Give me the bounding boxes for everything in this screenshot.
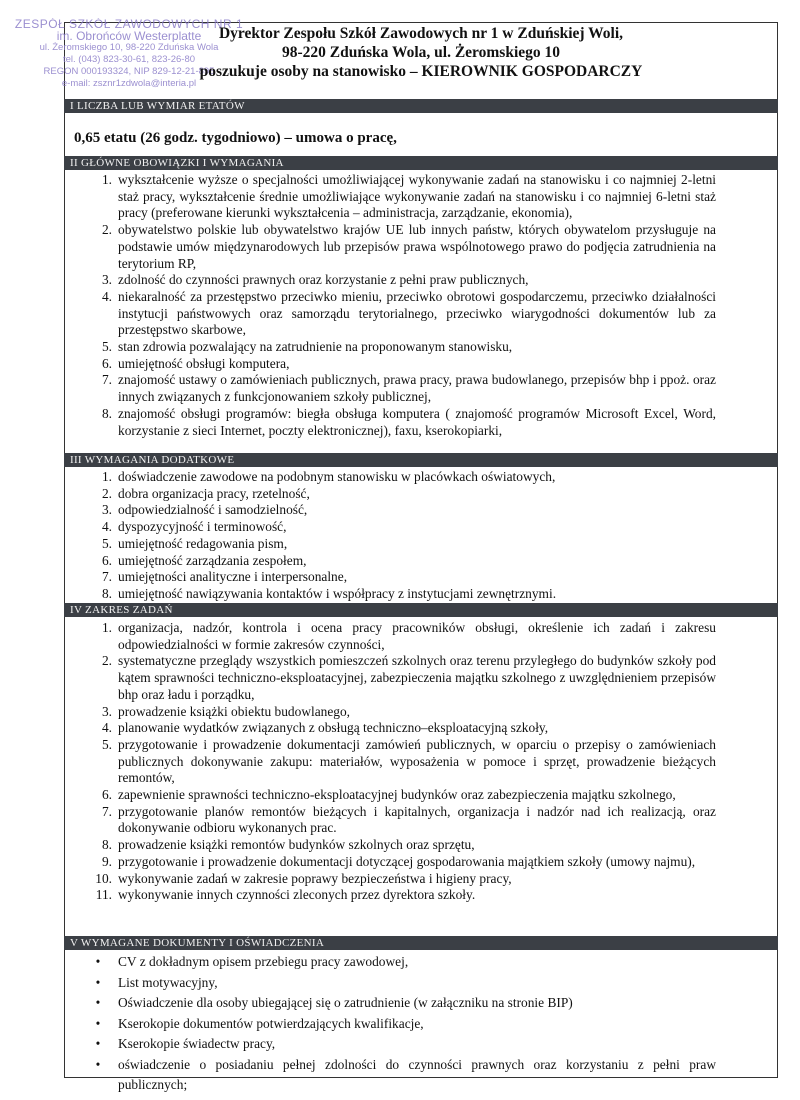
list-item (64, 502, 778, 519)
section-heading-obowiazki: II GŁÓWNE OBOWIĄZKI I WYMAGANIA (64, 156, 778, 170)
list-item (64, 737, 778, 787)
list-item (64, 586, 778, 603)
list-item-text: umiejętność redagowania pism, (118, 535, 288, 551)
list-item (64, 569, 778, 586)
list-item-text: znajomość ustawy o zamówieniach publicznych, prawa pracy, prawa budowlanego, przepisów bhp i ppoż. oraz innych związanych z funkcjonowaniem szkoły publicznej, (118, 372, 716, 405)
list-item (64, 519, 778, 536)
section-heading-wymagania-dodatkowe: III WYMAGANIA DODATKOWE (64, 453, 778, 467)
list-item-number: 5. (101, 535, 112, 551)
list-item-text: wykonywanie innych czynności zleconych przez dyrektora szkoły. (118, 887, 476, 903)
list-item (64, 887, 778, 904)
list-item (64, 469, 778, 486)
list-item-number: 1. (101, 620, 112, 635)
list-item (64, 854, 778, 871)
list-item-number: 6. (101, 787, 112, 803)
list-item-text: umiejętność nawiązywania kontaktów i współpracy z instytucjami zewnętrznymi. (118, 585, 557, 601)
list-item-text: umiejętność obsługi komputera, (118, 355, 290, 371)
list-item (64, 486, 778, 503)
list-item-number: 10. (95, 870, 112, 886)
list-item-text: umiejętności analityczne i interpersonalne, (118, 569, 348, 585)
list-item-text: Oświadczenie dla osoby ubiegającej się o zatrudnienie (w załączniku na stronie BIP) (118, 995, 573, 1010)
list-item (64, 653, 778, 703)
list-item-text: zdolność do czynności prawnych oraz korzystanie z pełni praw publicznych, (118, 272, 529, 288)
list-item-number: 7. (101, 569, 112, 585)
additional-requirements-list (64, 469, 778, 603)
list-item-number: • (95, 974, 101, 990)
list-item-number: 9. (101, 853, 112, 869)
list-item-text: obywatelstwo polskie lub obywatelstwo krajów UE lub innych państw, których obywatelom przysługuje na podstawie umów międzynarodowych lub przepisów prawa wspólnotowego prawo do podjęcia zatrudnienia na terytorium RP, (118, 222, 716, 271)
list-item-text: dyspozycyjność i terminowość, (118, 519, 287, 535)
header-line: poszukuje osoby na stanowisko – KIEROWNIK GOSPODARCZY (199, 63, 643, 80)
list-item-number: 2. (101, 653, 112, 669)
list-item (64, 172, 778, 222)
list-item-number: 3. (101, 703, 112, 719)
section-heading-zakres-zadan: IV ZAKRES ZADAŃ (64, 603, 778, 617)
list-item (64, 804, 778, 837)
list-item-number: 2. (101, 485, 112, 501)
list-item (64, 620, 778, 653)
document-header (64, 24, 778, 81)
list-item-text: Kserokopie świadectw pracy, (118, 1036, 276, 1051)
list-item-number: • (95, 1036, 101, 1051)
list-item-text: przygotowanie i prowadzenie dokumentacji dotyczącej gospodarowania majątkiem szkoły (umowy najmu), (118, 853, 696, 869)
list-item-number: 2. (101, 222, 112, 238)
main-requirements-list (64, 172, 778, 439)
list-item-text: znajomość obsługi programów: biegła obsługa komputera ( znajomość programów Microsoft Excel, Word, korzystanie z sieci Internet, poczty elektronicznej), faxu, kserokopiarki, (118, 405, 716, 438)
list-item (64, 536, 778, 553)
list-item-text: oświadczenie o posiadaniu pełnej zdolności do czynności prawnych oraz korzystaniu z pełni praw publicznych; (118, 1056, 716, 1092)
list-item-text: Kserokopie dokumentów potwierdzających kwalifikacje, (118, 1015, 424, 1031)
documents-list (64, 952, 778, 1096)
list-item-text: CV z dokładnym opisem przebiegu pracy zawodowej, (118, 954, 409, 969)
list-item (64, 356, 778, 373)
list-item-text: wykształcenie wyższe o specjalności umożliwiającej wykonywanie zadań na stanowisku i co najmniej 2-letni staż pracy, wykształcenie średnie umożliwiające wykonywanie zadań na stanowisku i co najmniej 6-letni staż pracy (preferowane kierunki wykształcenia – administracja, zarządzanie, ekonomia), (118, 172, 716, 221)
list-item-text: organizacja, nadzór, kontrola i ocena pracy pracowników obsługi, określenie ich zadań i zakresu odpowiedzialności w formie zakresów czynności, (118, 620, 716, 652)
list-item (64, 372, 778, 405)
list-item (64, 406, 778, 439)
list-item-text: przygotowanie planów remontów bieżących i kapitalnych, organizacja i nadzór nad ich realizacją, oraz dokonywanie odbioru wykonanych prac. (118, 803, 716, 836)
stamp-line: tel. (043) 823-30-61, 823-26-80 (62, 54, 196, 65)
list-item (64, 553, 778, 570)
list-item-text: przygotowanie i prowadzenie dokumentacji zamówień publicznych, w oparciu o przepisy o zamówieniach publicznych dokonywanie zakupu: materiałów, wyposażenia w pomoce i sprzęt, prowadzenie bieżących remontów, (118, 736, 716, 786)
list-item-text: planowanie wydatków związanych z obsługą techniczno–eksploatacyjną szkoły, (118, 720, 549, 736)
section-heading-etaty: I LICZBA LUB WYMIAR ETATÓW (64, 99, 778, 113)
list-item (64, 1014, 778, 1035)
list-item-text: List motywacyjny, (118, 974, 218, 990)
list-item-text: niekaralność za przestępstwo przeciwko mieniu, przeciwko obrotowi gospodarczemu, przeciwko działalności instytucji państwowych oraz samorządu terytorialnego, przeciwko wiarygodności dokumentów lub za przestępstwo skarbowe, (118, 288, 716, 338)
list-item (64, 222, 778, 272)
list-item-text: stan zdrowia pozwalający na zatrudnienie na proponowanym stanowisku, (118, 339, 513, 355)
list-item (64, 993, 778, 1014)
list-item (64, 720, 778, 737)
list-item-number: 5. (101, 339, 112, 355)
list-item-text: wykonywanie zadań w zakresie poprawy bezpieczeństwa i higieny pracy, (118, 870, 512, 886)
stamp-line: e-mail: zsznr1zdwola@interia.pl (61, 78, 197, 89)
header-line: Dyrektor Zespołu Szkół Zawodowych nr 1 w Zduńskiej Woli, (218, 25, 624, 42)
stamp-line: ZESPÓŁ SZKÓŁ ZAWODOWYCH NR 1 (14, 18, 244, 30)
tasks-list (64, 620, 778, 904)
list-item-number: 1. (101, 172, 112, 187)
list-item (64, 1034, 778, 1055)
list-item (64, 973, 778, 994)
list-item-number: 5. (101, 736, 112, 752)
list-item-text: zapewnienie sprawności techniczno-eksploatacyjnej budynków oraz zabezpieczenia majątku szkolnego, (118, 787, 676, 803)
list-item-text: systematyczne przeglądy wszystkich pomieszczeń szkolnych oraz terenu przyległego do budynków szkoły pod kątem sprawności techniczno-eksploatacyjnej, zabezpieczenia majątku szkolnego z uwzględnieniem przepisów bhp oraz ładu i porządku, (118, 653, 716, 702)
list-item-text: doświadczenie zawodowe na podobnym stanowisku w placówkach oświatowych, (118, 469, 556, 484)
section-heading-dokumenty: V WYMAGANE DOKUMENTY I OŚWIADCZENIA (64, 936, 778, 950)
list-item-number: 1. (101, 469, 112, 484)
etat-text: 0,65 etatu (26 godz. tygodniowo) – umowa o pracę, (74, 130, 397, 146)
list-item-number: • (95, 995, 101, 1010)
list-item-number: 11. (95, 887, 112, 903)
list-item-text: umiejętność zarządzania zespołem, (118, 552, 307, 568)
stamp-line: im. Obrońców Westerplatte (56, 30, 202, 42)
list-item (64, 1055, 778, 1096)
list-item-text: odpowiedzialność i samodzielność, (118, 502, 308, 518)
list-item-text: dobra organizacja pracy, rzetelność, (118, 485, 310, 501)
list-item-number: 8. (101, 405, 112, 421)
list-item (64, 704, 778, 721)
stamp-line: ul. Żeromskiego 10, 98-220 Zduńska Wola (39, 42, 219, 53)
list-item-number: • (95, 954, 101, 969)
list-item-number: 7. (101, 803, 112, 819)
list-item-text: prowadzenie książki obiektu budowlanego, (118, 703, 351, 719)
list-item (64, 837, 778, 854)
list-item-number: 8. (101, 585, 112, 601)
list-item-number: 4. (101, 519, 112, 535)
list-item-number: 8. (101, 837, 112, 853)
list-item (64, 272, 778, 289)
list-item (64, 871, 778, 888)
list-item-number: 3. (101, 272, 112, 288)
list-item (64, 339, 778, 356)
list-item-number: 3. (101, 502, 112, 518)
list-item-number: 6. (101, 355, 112, 371)
list-item-number: • (95, 1015, 101, 1031)
list-item-text: prowadzenie książki remontów budynków szkolnych oraz sprzętu, (118, 837, 475, 853)
list-item (64, 952, 778, 973)
list-item (64, 787, 778, 804)
list-item-number: 7. (101, 372, 112, 388)
list-item (64, 289, 778, 339)
list-item-number: 4. (101, 288, 112, 304)
list-item-number: 4. (101, 720, 112, 736)
header-line: 98-220 Zduńska Wola, ul. Żeromskiego 10 (281, 44, 561, 61)
list-item-number: 6. (101, 552, 112, 568)
stamp-line: REGON 000193324, NIP 829-12-21-895 (43, 66, 215, 77)
list-item-number: • (95, 1056, 101, 1072)
